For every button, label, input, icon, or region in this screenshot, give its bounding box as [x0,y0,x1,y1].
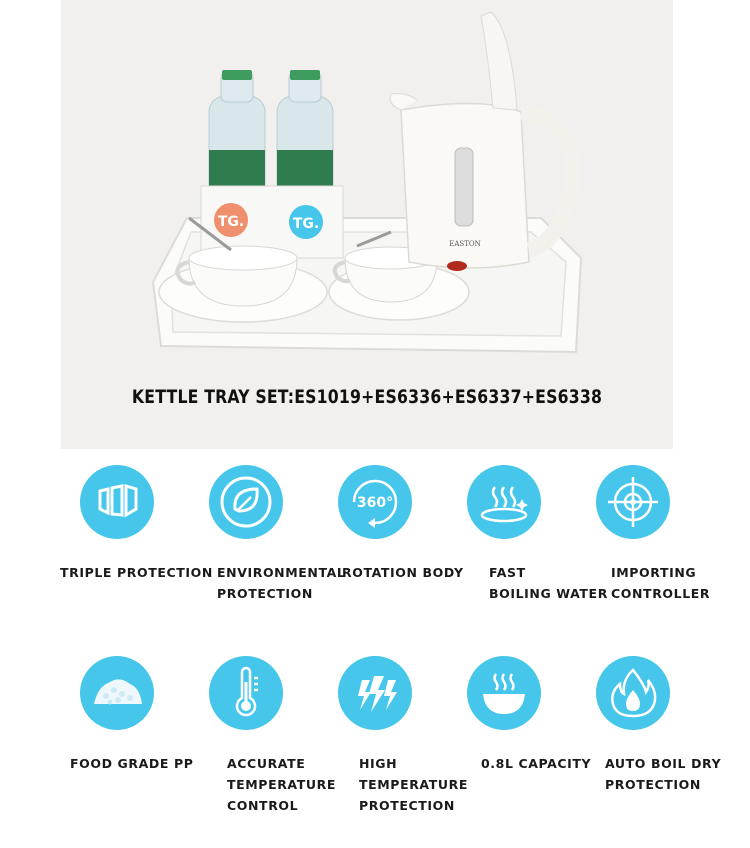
feature-label-auto-boil-dry-protection: AUTO BOIL DRY PROTECTION [605,756,722,792]
flame-icon [596,656,670,730]
product-title: KETTLE TRAY SET:ES1019+ES6336+ES6337+ES6338 [131,386,603,408]
electric-kettle [390,12,572,271]
feature-label-fast-boiling-water: FAST BOILING WATER [489,565,608,601]
kettle-tray-illustration [61,0,673,449]
triple-protection-icon [80,465,154,539]
feature-label-rotation-body: ROTATION BODY [342,565,464,580]
rotation-360-icon [338,465,412,539]
feature-label-food-grade-pp: FOOD GRADE PP [70,756,194,771]
crosshair-controller-icon [596,465,670,539]
feature-label-triple-protection: TRIPLE PROTECTION [60,565,213,580]
feature-label-accurate-temperature-control: ACCURATE TEMPERATURE CONTROL [227,756,336,813]
feature-label-capacity: 0.8L CAPACITY [481,756,592,771]
steam-plate-icon [467,465,541,539]
leaf-icon [209,465,283,539]
feature-label-high-temperature-protection: HIGH TEMPERATURE PROTECTION [359,756,468,813]
kettle-brand: EASTON [449,240,481,248]
svg-text:360°: 360° [356,495,394,511]
lightning-icon [338,656,412,730]
product-photo [61,0,673,449]
feature-label-importing-controller: IMPORTING CONTROLLER [611,565,711,601]
sachet-logo-left: TG. [217,214,245,230]
steaming-bowl-icon [467,656,541,730]
sachet-logo-right: TG. [292,216,320,232]
feature-label-environmental-protection: ENVIRONMENTAL PROTECTION [217,565,346,601]
pp-granules-icon [80,656,154,730]
thermometer-icon [209,656,283,730]
